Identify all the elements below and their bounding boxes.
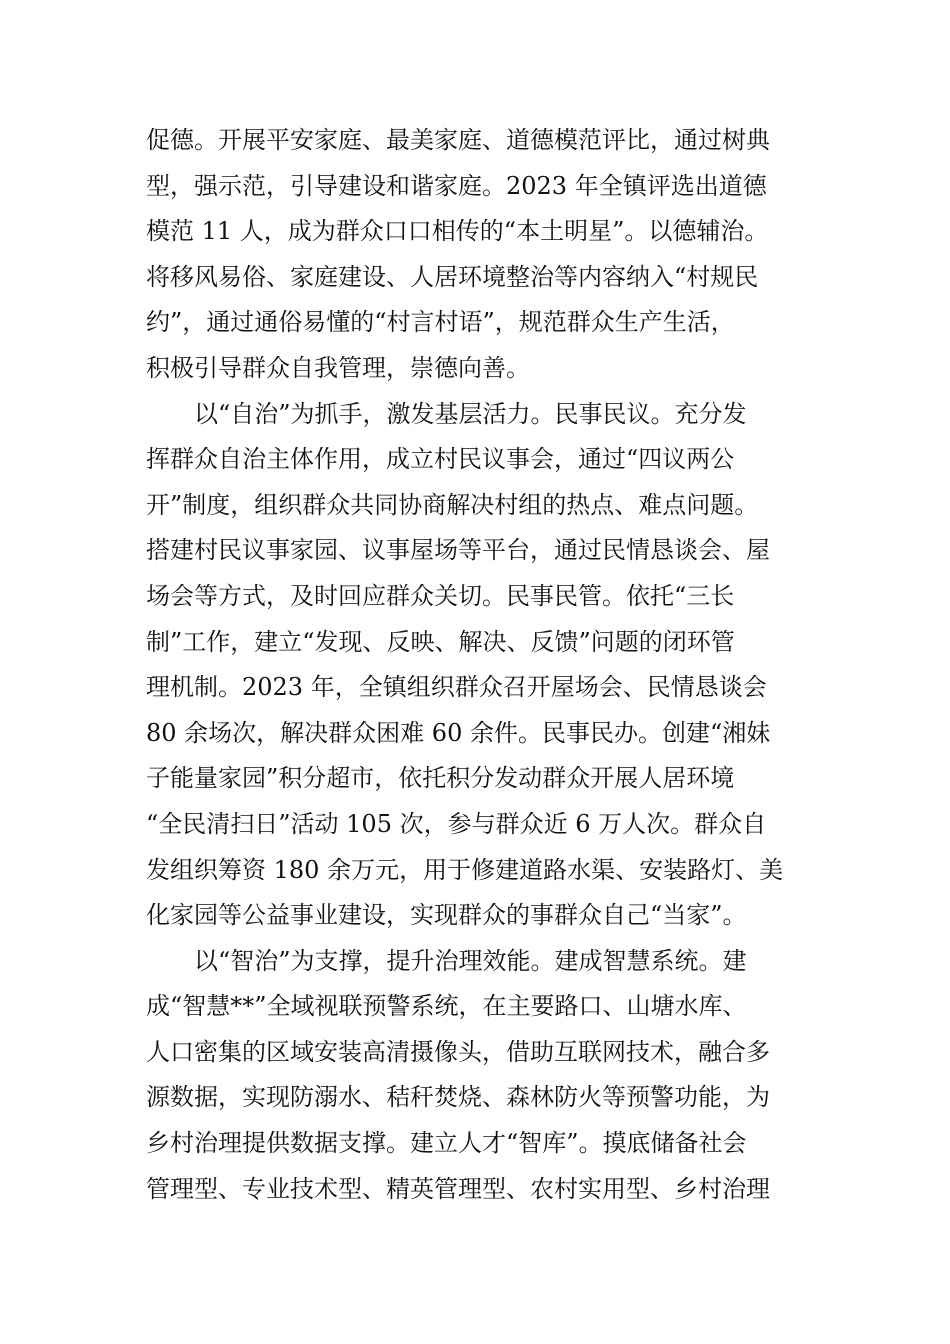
text-line: 子能量家园”积分超市，依托积分发动群众开展人居环境 bbox=[146, 764, 735, 793]
text-line: 场会等方式，及时回应群众关切。民事民管。依托“三长 bbox=[146, 581, 735, 610]
text-line: 将移风易俗、家庭建设、人居环境整治等内容纳入“村规民 bbox=[146, 262, 759, 291]
text-line: 乡村治理提供数据支撑。建立人才“智库”。摸底储备社会 bbox=[146, 1129, 747, 1158]
text-line: 成“智慧**”全域视联预警系统，在主要路口、山塘水库、 bbox=[146, 992, 747, 1021]
text-line: “全民清扫日”活动 105 次，参与群众近 6 万人次。群众自 bbox=[146, 809, 767, 838]
paragraph-virtue bbox=[146, 118, 816, 392]
text-line: 搭建村民议事家园、议事屋场等平台，通过民情恳谈会、屋 bbox=[146, 536, 770, 565]
text-line: 人口密集的区域安装高清摄像头，借助互联网技术，融合多 bbox=[146, 1037, 770, 1066]
text-line: 以“智治”为支撑，提升治理效能。建成智慧系统。建 bbox=[194, 946, 747, 975]
text-line: 源数据，实现防溺水、秸秆焚烧、森林防火等预警功能，为 bbox=[146, 1083, 770, 1112]
text-line: 约”，通过通俗易懂的“村言村语”，规范群众生产生活， bbox=[146, 308, 735, 337]
text-line: 开”制度，组织群众共同协商解决村组的热点、难点问题。 bbox=[146, 490, 759, 519]
paragraph-smart-governance bbox=[146, 939, 816, 1213]
text-line: 积极引导群众自我管理，崇德向善。 bbox=[146, 353, 530, 382]
text-line: 80 余场次，解决群众困难 60 余件。民事民办。创建“湘妹 bbox=[146, 718, 771, 747]
text-line: 挥群众自治主体作用，成立村民议事会，通过“四议两公 bbox=[146, 445, 735, 474]
paragraph-autonomy bbox=[146, 392, 816, 939]
text-line: 型，强示范，引导建设和谐家庭。2023 年全镇评选出道德 bbox=[146, 171, 767, 200]
text-line: 化家园等公益事业建设，实现群众的事群众自己“当家”。 bbox=[146, 901, 747, 930]
text-line: 促德。开展平安家庭、最美家庭、道德模范评比，通过树典 bbox=[146, 126, 770, 154]
document-body bbox=[146, 118, 816, 1212]
text-line: 制”工作，建立“发现、反映、解决、反馈”问题的闭环管 bbox=[146, 627, 735, 656]
text-line: 管理型、专业技术型、精英管理型、农村实用型、乡村治理 bbox=[146, 1174, 770, 1203]
text-line: 发组织筹资 180 余万元，用于修建道路水渠、安装路灯、美 bbox=[146, 855, 784, 884]
text-line: 理机制。2023 年，全镇组织群众召开屋场会、民情恳谈会 bbox=[146, 673, 767, 702]
text-line: 以“自治”为抓手，激发基层活力。民事民议。充分发 bbox=[194, 399, 747, 428]
text-line: 模范 11 人，成为群众口口相传的“本土明星”。以德辅治。 bbox=[146, 217, 769, 246]
